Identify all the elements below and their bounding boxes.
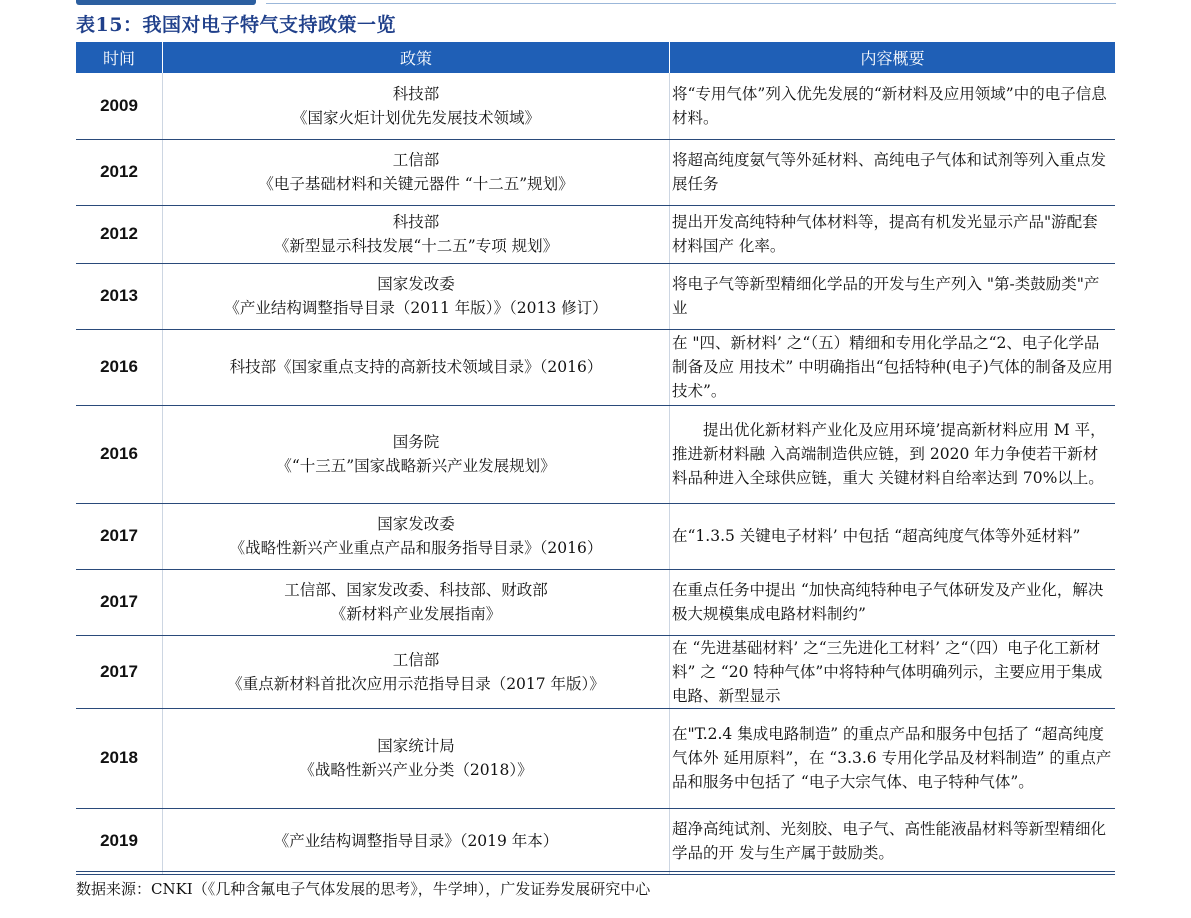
policy-line: 工信部 <box>392 650 440 669</box>
policy-cell <box>163 405 670 503</box>
summary-cell: 提出优化新材料产业化及应用环境’提高新材料应用 M 平，推进新材料融 入高端制造供应链，到 2020 年力争使若干新材料品种进入全球供应链，重大 关键材料自给率达到 70%以上。 <box>670 405 1116 503</box>
summary-cell: 将超高纯度氨气等外延材料、高纯电子气体和试剂等列入重点发展任务 <box>670 139 1116 205</box>
year-cell: 2019 <box>76 808 163 874</box>
year-cell: 2017 <box>76 569 163 635</box>
col-header-time: 时间 <box>76 42 163 73</box>
policy-line: 国家统计局 <box>377 737 455 755</box>
policy-line: 国家发改委 <box>377 515 455 533</box>
policy-line: 《新材料产业发展指南》 <box>330 605 502 623</box>
year-cell: 2013 <box>76 263 163 329</box>
summary-cell: 超净高纯试剂、光刻胶、电子气、高性能液晶材料等新型精细化学品的开 发与生产属于鼓励类。 <box>670 808 1116 874</box>
year-cell: 2012 <box>76 139 163 205</box>
brand-logo-strip <box>76 0 256 5</box>
summary-cell: 将电子气等新型精细化学品的开发与生产列入 "第-类鼓励类"产业 <box>670 263 1116 329</box>
policy-cell <box>163 635 670 708</box>
table-row <box>76 635 1115 708</box>
col-header-policy: 政策 <box>163 42 670 73</box>
year-cell: 2018 <box>76 708 163 808</box>
policy-line: 《产业结构调整指导目录（2011 年版）》（2013 修订） <box>224 299 608 317</box>
policy-line: 《“十三五”国家战略新兴产业发展规划》 <box>276 457 556 475</box>
year-cell: 2009 <box>76 73 163 139</box>
policy-line: 国务院 <box>392 433 440 451</box>
summary-cell: 在"T.2.4 集成电路制造” 的重点产品和服务中包括了 “超高纯度气体外 延用原料”，在 “3.3.6 专用化学品及材料制造” 的重点产品和服务中包括了 “电子大宗气体、电子特种气体”。 <box>670 708 1116 808</box>
table-row <box>76 569 1115 635</box>
year-cell: 2017 <box>76 635 163 708</box>
table-row <box>76 263 1115 329</box>
policy-line: 工信部、国家发改委、科技部、财政部 <box>284 581 548 599</box>
policy-line: 《战略性新兴产业分类（2018）》 <box>299 761 533 779</box>
policy-cell <box>163 569 670 635</box>
policy-line: 《电子基础材料和关键元器件 “十二五”规划》 <box>258 175 574 193</box>
policy-cell <box>163 808 670 874</box>
table-row <box>76 73 1115 139</box>
table-row <box>76 503 1115 569</box>
summary-cell: 在 "四、新材料’ 之“（五）精细和专用化学品之“2、电子化学品制备及应 用技术” 中明确指出“包括特种(电子)气体的制备及应用技术”。 <box>670 329 1116 405</box>
summary-cell: 在重点任务中提出 “加快高纯特种电子气体研发及产业化，解决极大规模集成电路材料制约” <box>670 569 1116 635</box>
policy-line: 《产业结构调整指导目录》（2019 年本） <box>273 832 559 850</box>
policy-line: 《重点新材料首批次应用示范指导目录（2017 年版）》 <box>227 674 605 693</box>
year-cell: 2016 <box>76 405 163 503</box>
table-row <box>76 708 1115 808</box>
table-row <box>76 329 1115 405</box>
summary-cell: 将“专用气体”列入优先发展的“新材料及应用领域”中的电子信息材料。 <box>670 73 1116 139</box>
year-cell: 2017 <box>76 503 163 569</box>
policy-cell <box>163 263 670 329</box>
table-row <box>76 205 1115 263</box>
policy-cell <box>163 708 670 808</box>
table-row <box>76 139 1115 205</box>
summary-cell: 提出开发高纯特种气体材料等，提高有机发光显示产品"游配套材料国产 化率。 <box>670 205 1116 263</box>
table-row <box>76 808 1115 874</box>
summary-cell: 在 “先进基础材料’ 之“三先进化工材料’ 之“（四）电子化工新材料” 之 “20 特种气体”中将特种气体明确列示，主要应用于集成电路、新型显示 <box>670 635 1116 708</box>
table-body <box>76 73 1115 874</box>
policy-cell <box>163 205 670 263</box>
policy-cell <box>163 503 670 569</box>
policy-cell <box>163 139 670 205</box>
table-header-row <box>76 42 1115 73</box>
policy-line: 科技部 <box>392 84 440 103</box>
policy-line: 《战略性新兴产业重点产品和服务指导目录》（2016） <box>229 539 603 557</box>
policy-line: 科技部《国家重点支持的高新技术领域目录》（2016） <box>229 358 603 376</box>
header-rule <box>266 3 1116 4</box>
summary-cell: 在“1.3.5 关键电子材料’ 中包括 “超高纯度气体等外延材料” <box>670 503 1116 569</box>
top-banner <box>76 0 1116 6</box>
policy-line: 《国家火炬计划优先发展技术领域》 <box>291 108 540 127</box>
source-note: 数据来源：CNKI（《几种含氟电子气体发展的思考》，牛学坤），广发证券发展研究中心 <box>76 880 651 898</box>
table-bottom-rule <box>76 871 1115 872</box>
year-cell: 2012 <box>76 205 163 263</box>
policy-line: 国家发改委 <box>377 275 455 293</box>
year-cell: 2016 <box>76 329 163 405</box>
policy-table <box>76 42 1115 875</box>
table-row <box>76 405 1115 503</box>
col-header-summary: 内容概要 <box>670 42 1116 73</box>
policy-line: 科技部 <box>392 213 440 231</box>
policy-cell <box>163 329 670 405</box>
policy-line: 《新型显示科技发展“十二五”专项 规划》 <box>273 237 559 255</box>
policy-cell <box>163 73 670 139</box>
table-title: 表15：我国对电子特气支持政策一览 <box>76 14 396 36</box>
policy-line: 工信部 <box>392 151 440 169</box>
